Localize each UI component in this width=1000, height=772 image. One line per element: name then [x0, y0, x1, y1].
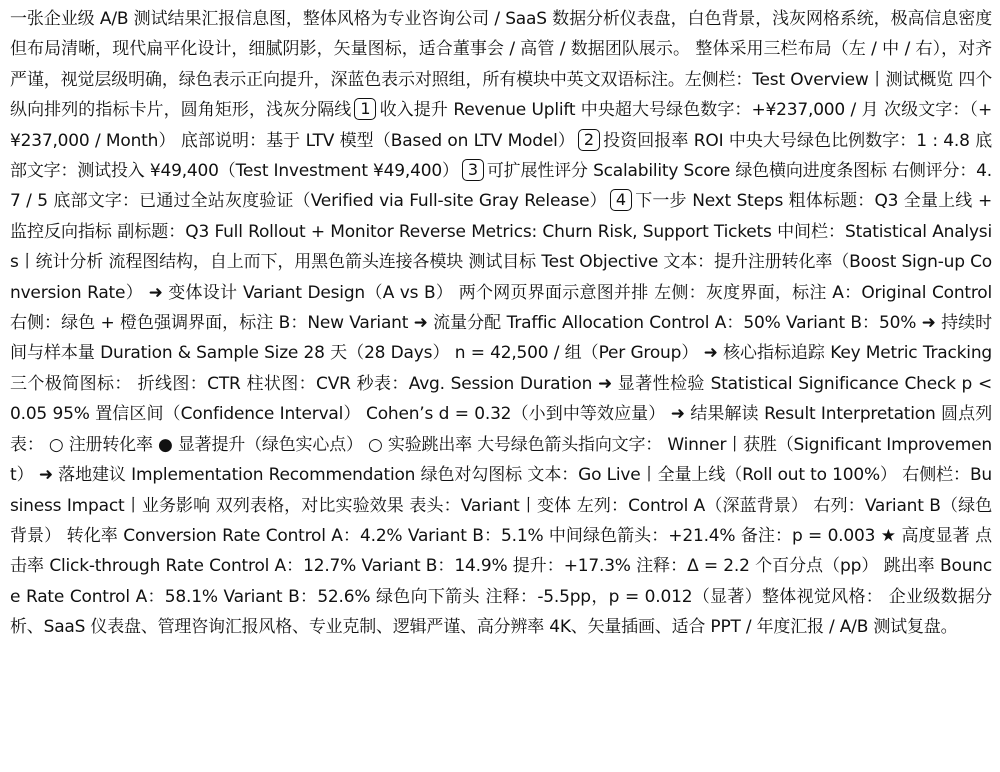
text-segment: 可扩展性评分 Scalability Score 绿色横向进度条图标 右侧评分：4.7 / 5 底部文字：已通过全站灰度验证（Verified via Full-site Gray Release） — [10, 161, 992, 212]
boxed-number-3: 3 — [462, 159, 484, 181]
boxed-number-4: 4 — [610, 189, 632, 211]
text-segment: 一张企业级 A/B 测试结果汇报信息图，整体风格为专业咨询公司 / SaaS 数据分析仪表盘，白色背景，浅灰网格系统，极高信息密度但布局清晰，现代扁平化设计，细腻阴影，矢量图标，适合董事会 / 高管 / 数据团队展示。 整体采用三栏布局（左 / 中 / 右），对齐严谨，视觉层级明确，绿色表示正向提升，深蓝色表示对照组，所有模块中英文双语标注。左侧栏：Test Overview丨测试概览 四个纵向排列的指标卡片，圆角矩形，浅灰分隔线 — [10, 9, 992, 121]
text-segment: 下一步 Next Steps 粗体标题：Q3 全量上线 + 监控反向指标 副标题：Q3 Full Rollout + Monitor Reverse Metrics: Churn Risk, Support Tickets 中间栏：Statistical Analysis丨统计分析 流程图结构，自上而下，用黑色箭头连接各模块 测试目标 Test Objective 文本：提升注册转化率（Boost Sign-up Conversion Rate） ➜ 变体设计 Variant Design（A vs B） 两个网页界面示意图并排 左侧：灰度界面，标注 A：Original Control 右侧：绿色 + 橙色强调界面，标注 B：New Variant ➜ 流量分配 Traffic Allocation Control A：50% Variant B：50% ➜ 持续时间与样本量 Duration & Sample Size 28 天（28 Days） n = 42,500 / 组（Per Group） ➜ 核心指标追踪 Key Metric Tracking 三个极简图标： 折线图：CTR 柱状图：CVR 秒表：Avg. Session Duration ➜ 显著性检验 Statistical Significance Check p < 0.05 95% 置信区间（Confidence Interval） Cohen’s d = 0.32（小到中等效应量） ➜ 结果解读 Result Interpretation 圆点列表： ○ 注册转化率 ● 显著提升（绿色实心点） ○ 实验跳出率 大号绿色箭头指向文字： Winner丨获胜（Significant Improvement） ➜ 落地建议 Implementation Recommendation 绿色对勾图标 文本：Go Live丨全量上线（Roll out to 100%） 右侧栏：Business Impact丨业务影响 双列表格，对比实验效果 表头：Variant丨变体 左列：Control A（深蓝背景） 右列：Variant B（绿色背景） 转化率 Conversion Rate Control A：4.2% Variant B：5.1% 中间绿色箭头：+21.4% 备注：p = 0.003 ★ 高度显著 点击率 Click-through Rate Control A：12.7% Variant B：14.9% 提升：+17.3% 注释：Δ = 2.2 个百分点（pp） 跳出率 Bounce Rate Control A：58.1% Variant B：52.6% 绿色向下箭头 注释：-5.5pp，p = 0.012（显著）整体视觉风格： 企业级数据分析、SaaS 仪表盘、管理咨询汇报风格、专业克制、逻辑严谨、高分辨率 4K、矢量插画、适合 PPT / 年度汇报 / A/B 测试复盘。 — [10, 191, 992, 638]
boxed-number-1: 1 — [354, 98, 376, 120]
text-segment: 投资回报率 ROI 中央大号绿色比例数字：1 : 4.8 底部文字：测试投入 ¥49,400（Test Investment ¥49,400） — [10, 130, 992, 182]
boxed-number-2: 2 — [578, 129, 600, 151]
text-segment: 收入提升 Revenue Uplift 中央超大号绿色数字：+¥237,000 / 月 次级文字：（+¥237,000 / Month） 底部说明：基于 LTV 模型（Based on LTV Model） — [10, 100, 993, 151]
